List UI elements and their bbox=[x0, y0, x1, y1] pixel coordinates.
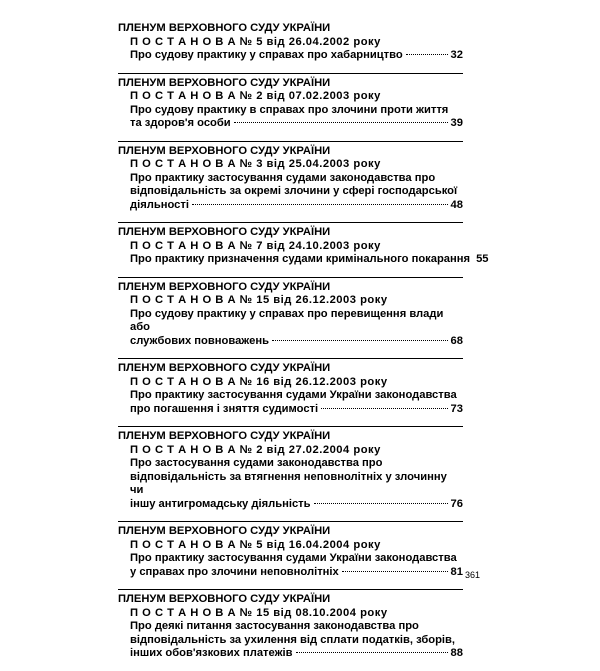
dot-leader bbox=[272, 340, 448, 341]
entry-title-line: Про практику застосування судами України законодавства bbox=[130, 389, 457, 401]
entry-title-line bbox=[118, 49, 463, 63]
entry-title-line bbox=[118, 498, 463, 512]
entry-divider bbox=[118, 358, 463, 359]
plenum-heading: ПЛЕНУМ ВЕРХОВНОГО СУДУ УКРАЇНИ bbox=[118, 280, 331, 293]
page-number: 361 bbox=[464, 570, 480, 580]
decree-heading: П О С Т А Н О В А № 5 від 16.04.2004 року bbox=[130, 538, 381, 551]
dot-leader bbox=[342, 571, 448, 572]
plenum-heading: ПЛЕНУМ ВЕРХОВНОГО СУДУ УКРАЇНИ bbox=[118, 593, 331, 605]
toc-entry bbox=[118, 358, 463, 416]
toc-entry bbox=[118, 141, 463, 213]
entry-title-text: Про практику призначення судами кримінального покарання bbox=[130, 253, 471, 265]
entry-title-line: відповідальність за втягнення неповнолітніх у злочинну чи bbox=[130, 470, 447, 496]
entry-page-number: 76 bbox=[450, 497, 463, 510]
plenum-heading: ПЛЕНУМ ВЕРХОВНОГО СУДУ УКРАЇНИ bbox=[118, 76, 331, 89]
toc-entry bbox=[118, 22, 463, 63]
entry-title-line: Про деякі питання застосування законодавства про bbox=[130, 620, 419, 632]
dot-leader bbox=[234, 122, 448, 123]
decree-heading: П О С Т А Н О В А № 2 від 27.02.2004 року bbox=[130, 443, 381, 456]
entry-title-text: діяльності bbox=[130, 198, 189, 211]
entry-title-line bbox=[118, 253, 489, 267]
entry-title-line bbox=[118, 566, 463, 580]
entry-title-text: Про судову практику у справах про хабарництво bbox=[130, 49, 403, 61]
entry-title-line bbox=[118, 199, 463, 213]
entry-title-text: у справах про злочини неповнолітніх bbox=[130, 565, 339, 578]
plenum-heading: ПЛЕНУМ ВЕРХОВНОГО СУДУ УКРАЇНИ bbox=[118, 22, 331, 34]
dot-leader bbox=[321, 408, 447, 409]
toc-entry bbox=[118, 277, 463, 349]
entry-page-number: 73 bbox=[450, 402, 463, 415]
entry-divider bbox=[118, 589, 463, 590]
entry-title-line: Про судову практику в справах про злочини проти життя bbox=[130, 103, 449, 116]
entry-title-text: про погашення і зняття судимості bbox=[130, 402, 319, 415]
entry-title-line: Про судову практику у справах про перевищення влади або bbox=[130, 307, 444, 333]
decree-heading: П О С Т А Н О В А № 15 від 08.10.2004 року bbox=[130, 606, 388, 619]
entry-page-number: 88 bbox=[450, 647, 463, 659]
entry-page-number: 39 bbox=[450, 117, 463, 129]
decree-heading: П О С Т А Н О В А № 16 від 26.12.2003 року bbox=[130, 375, 388, 388]
entry-title-line bbox=[118, 335, 463, 349]
dot-leader bbox=[192, 204, 448, 205]
entry-page-number: 68 bbox=[450, 334, 463, 347]
plenum-heading: ПЛЕНУМ ВЕРХОВНОГО СУДУ УКРАЇНИ bbox=[118, 430, 331, 442]
toc-entry bbox=[118, 426, 463, 511]
entry-title-line: Про практику застосування судами України законодавства bbox=[130, 552, 457, 564]
toc-entry bbox=[118, 73, 463, 131]
entry-divider bbox=[118, 426, 463, 427]
entry-divider bbox=[118, 222, 463, 223]
entry-page-number: 55 bbox=[476, 253, 489, 265]
entry-title-line: Про практику застосування судами законодавства про bbox=[130, 171, 436, 184]
plenum-heading: ПЛЕНУМ ВЕРХОВНОГО СУДУ УКРАЇНИ bbox=[118, 362, 331, 374]
entry-title-text: іншу антигромадську діяльність bbox=[130, 497, 311, 510]
entry-divider bbox=[118, 277, 463, 278]
decree-heading: П О С Т А Н О В А № 5 від 26.04.2002 року bbox=[130, 35, 381, 48]
entry-title-line: відповідальність за ухилення від сплати податків, зборів, bbox=[130, 633, 456, 646]
entry-title-line bbox=[118, 117, 463, 131]
dot-leader bbox=[406, 54, 448, 55]
entry-title-text: інших обов'язкових платежів bbox=[130, 647, 293, 659]
decree-heading: П О С Т А Н О В А № 2 від 07.02.2003 року bbox=[130, 90, 381, 102]
decree-heading: П О С Т А Н О В А № 7 від 24.10.2003 року bbox=[130, 239, 381, 252]
entry-page-number: 81 bbox=[450, 565, 463, 578]
entry-title-line bbox=[118, 647, 463, 661]
plenum-heading: ПЛЕНУМ ВЕРХОВНОГО СУДУ УКРАЇНИ bbox=[118, 226, 331, 238]
decree-heading: П О С Т А Н О В А № 3 від 25.04.2003 року bbox=[130, 158, 381, 170]
entry-divider bbox=[118, 141, 463, 142]
entry-divider bbox=[118, 73, 463, 74]
entry-title-line bbox=[118, 403, 463, 417]
plenum-heading: ПЛЕНУМ ВЕРХОВНОГО СУДУ УКРАЇНИ bbox=[118, 144, 331, 157]
entry-title-text: службових повноважень bbox=[130, 334, 269, 347]
entry-page-number: 32 bbox=[450, 49, 463, 61]
dot-leader bbox=[296, 652, 448, 653]
entry-page-number: 48 bbox=[450, 198, 463, 211]
entry-title-line: відповідальність за окремі злочини у сфері господарської bbox=[130, 185, 458, 197]
entry-title-line: Про застосування судами законодавства про bbox=[130, 457, 383, 469]
dot-leader bbox=[314, 503, 448, 504]
toc-entry bbox=[118, 222, 489, 267]
entry-divider bbox=[118, 521, 463, 522]
entry-title-text: та здоров'я особи bbox=[130, 117, 231, 129]
toc-entry bbox=[118, 521, 463, 579]
plenum-heading: ПЛЕНУМ ВЕРХОВНОГО СУДУ УКРАЇНИ bbox=[118, 525, 331, 537]
decree-heading: П О С Т А Н О В А № 15 від 26.12.2003 року bbox=[130, 294, 388, 306]
